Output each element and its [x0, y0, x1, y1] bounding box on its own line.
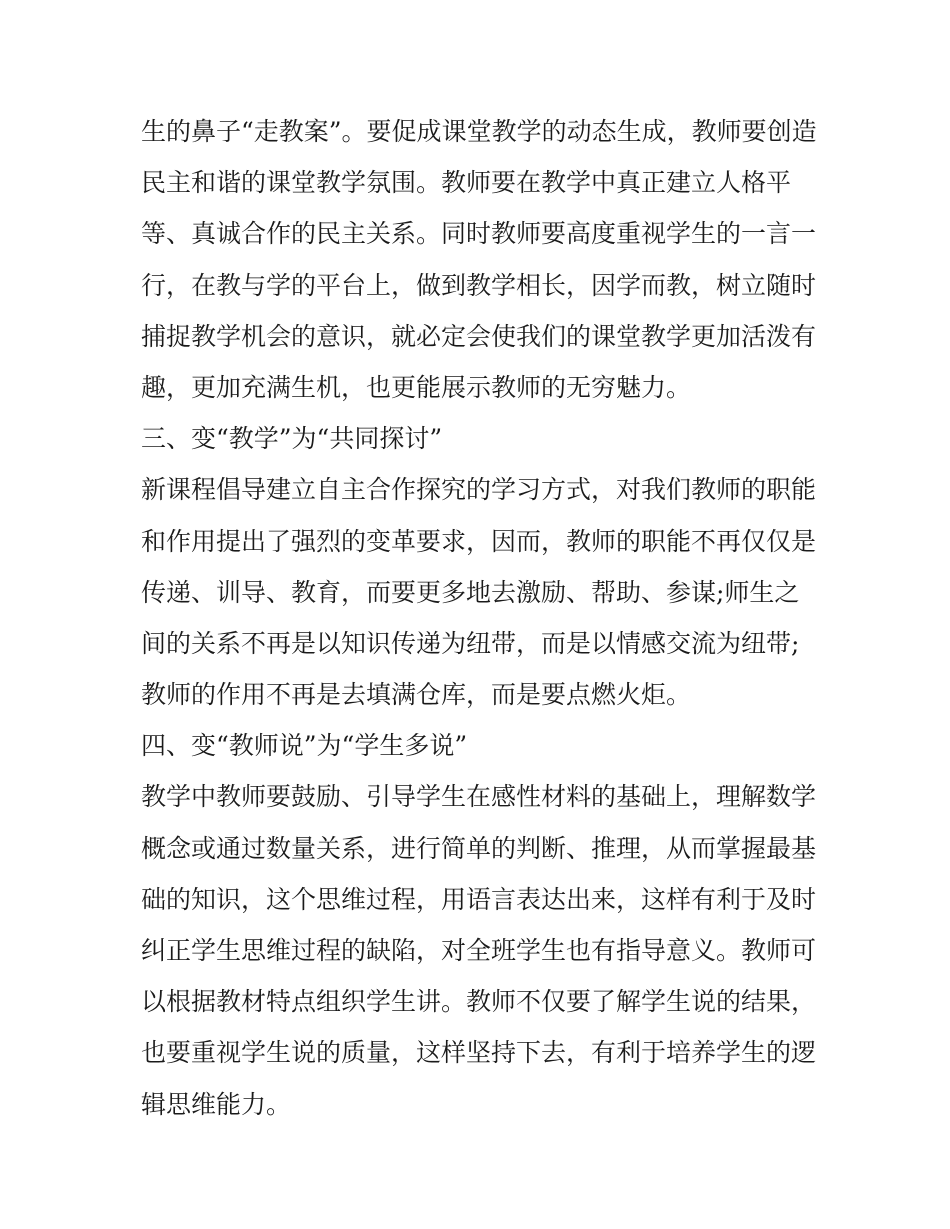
paragraph-line: 础的知识，这个思维过程，用语言表达出来，这样有利于及时 — [141, 884, 817, 914]
paragraph-line: 教师的作用不再是去填满仓库，而是要点燃火炬。 — [141, 680, 692, 710]
paragraph-line: 趣，更加充满生机，也更能展示教师的无穷魅力。 — [141, 372, 692, 402]
document-body — [141, 106, 821, 1130]
paragraph-line: 捕捉教学机会的意识，就必定会使我们的课堂教学更加活泼有 — [141, 321, 817, 351]
paragraph-line: 民主和谐的课堂教学氛围。教师要在教学中真正建立人格平 — [141, 168, 792, 198]
paragraph-line: 间的关系不再是以知识传递为纽带，而是以情感交流为纽带; — [141, 628, 800, 658]
paragraph-line: 行，在教与学的平台上，做到教学相长，因学而教，树立随时 — [141, 270, 817, 300]
paragraph-line: 生的鼻子“走教案”。要促成课堂教学的动态生成，教师要创造 — [141, 117, 817, 146]
paragraph-line: 概念或通过数量关系，进行简单的判断、推理，从而掌握最基 — [141, 833, 817, 863]
paragraph-line: 辑思维能力。 — [141, 1089, 292, 1119]
section-heading-3: 三、变“教学”为“共同探讨” — [141, 424, 443, 454]
section-heading-4: 四、变“教师说”为“学生多说” — [141, 731, 468, 761]
paragraph-line: 也要重视学生说的质量，这样坚持下去，有利于培养学生的逻 — [141, 1038, 817, 1068]
paragraph-line: 等、真诚合作的民主关系。同时教师要高度重视学生的一言一 — [141, 219, 817, 249]
paragraph-line: 传递、训导、教育，而要更多地去激励、帮助、参谋;师生之 — [141, 577, 800, 607]
paragraph-line: 纠正学生思维过程的缺陷，对全班学生也有指导意义。教师可 — [141, 936, 817, 965]
paragraph-line: 新课程倡导建立自主合作探究的学习方式，对我们教师的职能 — [141, 475, 817, 505]
paragraph-line: 以根据教材特点组织学生讲。教师不仅要了解学生说的结果， — [141, 987, 817, 1017]
paragraph-line: 教学中教师要鼓励、引导学生在感性材料的基础上，理解数学 — [141, 782, 817, 812]
paragraph-line: 和作用提出了强烈的变革要求，因而，教师的职能不再仅仅是 — [141, 526, 817, 556]
